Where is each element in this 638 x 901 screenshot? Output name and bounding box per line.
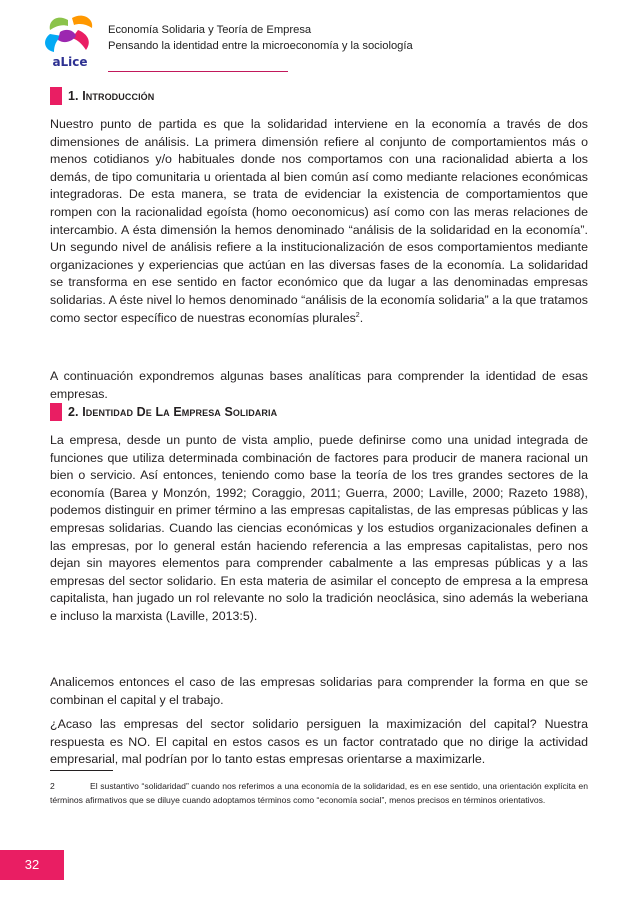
running-header xyxy=(108,22,413,54)
section-marker xyxy=(50,87,62,105)
section-1-paragraph-1 xyxy=(50,116,588,327)
footnote xyxy=(50,779,588,807)
alice-logo xyxy=(38,12,102,72)
footnote-number: 2 xyxy=(50,781,55,791)
section-2-title: 2. Identidad De La Empresa Solidaria xyxy=(68,405,278,419)
section-2-paragraph-2: Analicemos entonces el caso de las empresas solidarias para comprender la forma en que se combinan el capital y el trabajo. xyxy=(50,675,588,707)
logo-wordmark: aLice xyxy=(52,55,88,69)
section-1-paragraph-2: A continuación expondremos algunas bases analíticas para comprender la identidad de esas empresas. xyxy=(50,369,588,401)
header-line-1: Economía Solidaria y Teoría de Empresa xyxy=(108,24,312,36)
section-marker xyxy=(50,403,62,421)
section-2-heading xyxy=(50,403,277,421)
footnote-rule xyxy=(50,770,113,771)
section-2-paragraph-3: ¿Acaso las empresas del sector solidario persiguen la maximización del capital? Nuestra respuesta es NO. El capital en estos casos es un factor contratado que no dirige la actividad empresarial, mal podrían por lo tanto estas empresas orientarse a maximizarle. xyxy=(50,717,588,767)
section-2-paragraph-1: La empresa, desde un punto de vista amplio, puede definirse como una unidad integrada de funciones que utiliza determinada combinación de factores para producir de manera racional un bien o servicio. Así entonces, teniendo como base la teoría de los tres grandes sectores de la economía (Barea y Monzón, 1992; Coraggio, 2011; Guerra, 2000; Laville, 2000; Razeto 1988), podemos distinguir en primer término a las empresas capitalistas, de las empresas públicas y las empresas solidarias. Cuando las ciencias económicas y los estudios organizacionales definen a las empresas, por lo general están haciendo referencia a las empresas capitalistas, pero nos dejan sin mayores elementos para comprender cabalmente a las empresas públicas y a las empresas del sector solidario. En esta materia de asimilar el concepto de empresa a la empresa capitalista, han jugado un rol relevante no solo la tradición neoclásica, sino además la weberiana e incluso la marxista (Laville, 2013:5). xyxy=(50,433,588,623)
page-number: 32 xyxy=(24,857,40,872)
section-1-paragraph-1-text: Nuestro punto de partida es que la solidaridad interviene en la economía a través de dos dimensiones de análisis. La primera dimensión refiere al conjunto de comportamientos más o menos cotidianos y/o habituales donde nos comportamos con una racionalidad abierta a los demás, de tipo comunitaria u orientada al bien común así como mediante relaciones económicas integradoras. De esta manera, se trata de evidenciar la existencia de comportamientos que rompen con la racionalidad egoísta (homo oeconomicus) así como con las meras relaciones de intercambio. A ésta dimensión la hemos denominado “análisis de la solidaridad en la economía”. Un segundo nivel de análisis refiere a la institucionalización de esos comportamientos mediante organizaciones y experiencias que actúan en las diversas fases de la economía. La solidaridad se transforma en ese sentido en factor económico que da lugar a las denominadas empresas solidarias. A éste nivel lo hemos denominado “análisis de la economía solidaria” a la que tratamos como sector específico de nuestras economías plurales xyxy=(50,117,588,325)
footnote-text: El sustantivo “solidaridad” cuando nos referimos a una economía de la solidaridad, es en ese sentido, una orientación explícita en términos afirmativos que se diluye cuando adoptamos términos como “economía social”, menos precisos en términos orientativos. xyxy=(50,781,588,805)
page-number-box xyxy=(0,850,64,880)
header-rule xyxy=(108,71,288,72)
section-1-paragraph-1-end: . xyxy=(359,310,364,325)
section-1-title: 1. Introducción xyxy=(68,89,155,103)
footnote-ref: 2 xyxy=(355,311,360,319)
section-1-heading xyxy=(50,87,154,105)
header-line-2: Pensando la identidad entre la microeconomía y la sociología xyxy=(108,40,413,52)
